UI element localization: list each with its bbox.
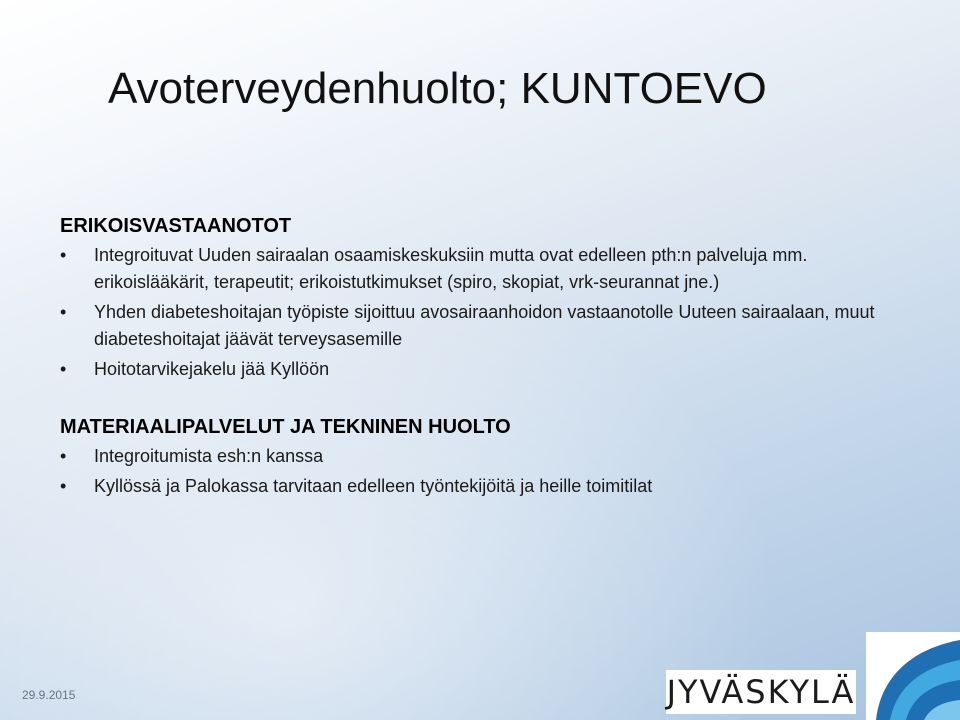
- section-heading-erikoisvastaanotot: ERIKOISVASTAANOTOT: [60, 215, 292, 237]
- list-item: [60, 242, 920, 296]
- slide-content: [60, 212, 920, 503]
- list-item: [60, 356, 920, 383]
- bullet-text: Yhden diabeteshoitajan työpiste sijoittuu avosairaanhoidon vastaanotolle Uuteen sairaalaan, muut diabeteshoitajat jäävät terveysasemille: [94, 302, 875, 349]
- logo-wordmark: JYVÄSKYLÄ: [666, 673, 856, 711]
- list-item: [60, 299, 920, 353]
- bullet-icon: •: [60, 245, 67, 265]
- bullet-text: Kyllössä ja Palokassa tarvitaan edelleen työntekijöitä ja heille toimitilat: [94, 476, 653, 496]
- section-heading-materiaalipalvelut: MATERIAALIPALVELUT JA TEKNINEN HUOLTO: [60, 416, 511, 438]
- bullet-icon: •: [60, 446, 67, 466]
- bullet-icon: •: [60, 302, 67, 322]
- bullet-list-erikoisvastaanotot: [60, 242, 920, 383]
- bullet-icon: •: [60, 476, 67, 496]
- bullet-list-materiaalipalvelut: [60, 443, 920, 500]
- list-item: [60, 473, 920, 500]
- bullet-text: Hoitotarvikejakelu jää Kyllöön: [94, 359, 330, 379]
- bullet-text: Integroituvat Uuden sairaalan osaamiskeskuksiin mutta ovat edelleen pth:n palveluja mm. erikoislääkärit, terapeutit; erikoistutkimukset (spiro, skopiat, vrk-seurannat jne.): [94, 245, 808, 292]
- bullet-icon: •: [60, 359, 67, 379]
- jyvaskyla-wave-emblem-icon: [866, 632, 960, 720]
- slide-date: 29.9.2015: [22, 688, 76, 702]
- slide-title: Avoterveydenhuolto; KUNTOEVO: [108, 64, 767, 113]
- bullet-text: Integroitumista esh:n kanssa: [94, 446, 324, 466]
- jyvaskyla-logo: [666, 670, 856, 714]
- list-item: [60, 443, 920, 470]
